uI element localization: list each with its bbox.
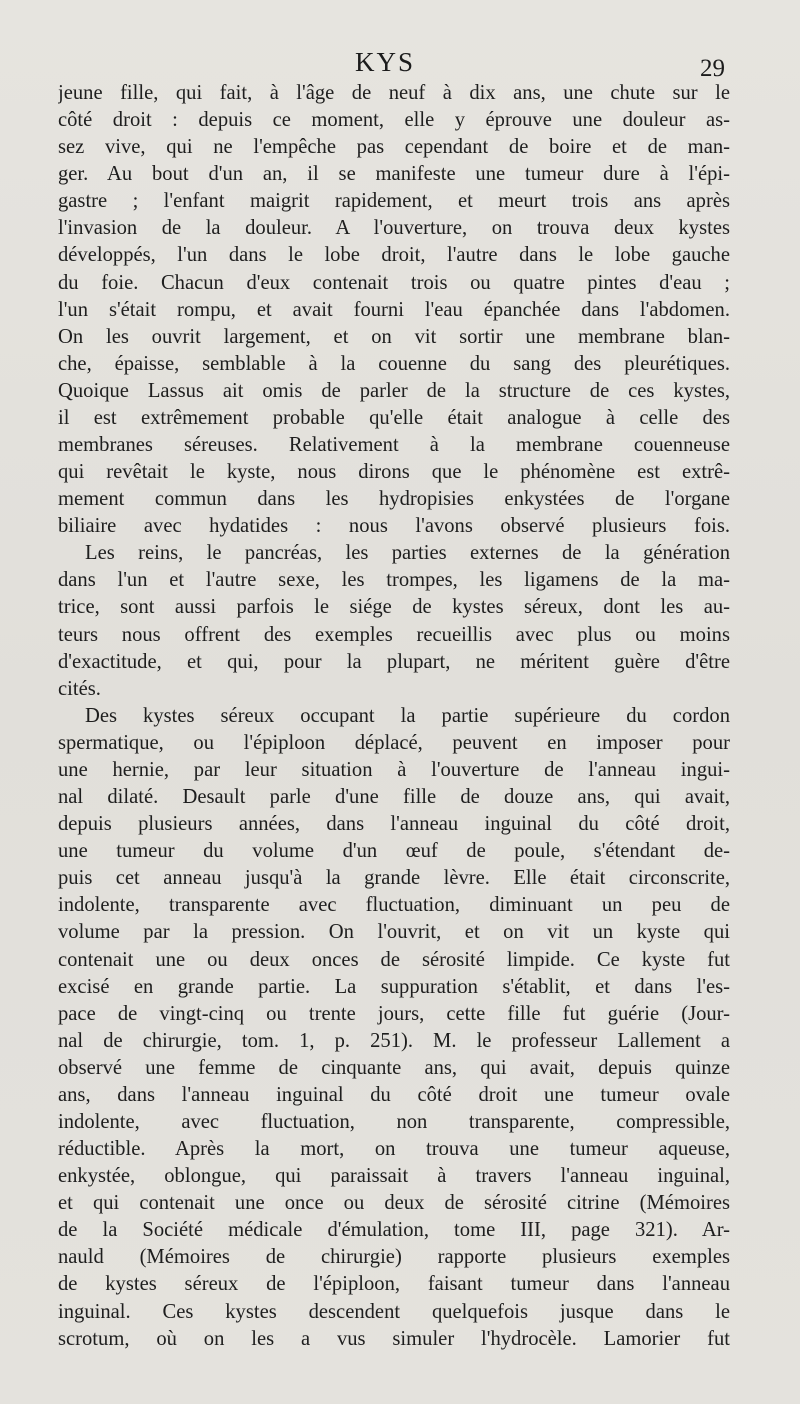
text-line: spermatique, ou l'épiploon déplacé, peuvent en imposer pour <box>58 731 730 754</box>
text-line: de la Société médicale d'émulation, tome III, page 321). Ar- <box>58 1219 730 1242</box>
text-line: scrotum, où on les a vus simuler l'hydrocèle. Lamorier fut <box>58 1327 730 1350</box>
text-line: réductible. Après la mort, on trouva une tumeur aqueuse, <box>58 1138 730 1161</box>
text-line: il est extrêmement probable qu'elle était analogue à celle des <box>58 406 730 429</box>
text-line: enkystée, oblongue, qui paraissait à travers l'anneau inguinal, <box>58 1165 730 1188</box>
text-line: sez vive, qui ne l'empêche pas cependant de boire et de man- <box>58 136 730 159</box>
text-line: nal dilaté. Desault parle d'une fille de douze ans, qui avait, <box>58 786 730 809</box>
text-line: une hernie, par leur situation à l'ouverture de l'anneau ingui- <box>58 758 730 781</box>
text-line: teurs nous offrent des exemples recueillis avec plus ou moins <box>58 623 730 646</box>
text-line: Les reins, le pancréas, les parties externes de la génération <box>85 542 730 565</box>
text-line: développés, l'un dans le lobe droit, l'autre dans le lobe gauche <box>58 244 730 267</box>
text-line: gastre ; l'enfant maigrit rapidement, et meurt trois ans après <box>58 190 730 213</box>
text-line: cités. <box>58 677 101 700</box>
text-line: Quoique Lassus ait omis de parler de la structure de ces kystes, <box>58 379 730 402</box>
text-line: d'exactitude, et qui, pour la plupart, ne méritent guère d'être <box>58 650 730 673</box>
text-line: depuis plusieurs années, dans l'anneau inguinal du côté droit, <box>58 813 730 836</box>
text-line: ger. Au bout d'un an, il se manifeste une tumeur dure à l'épi- <box>58 163 730 186</box>
text-line: trice, sont aussi parfois le siége de kystes séreux, dont les au- <box>58 596 730 619</box>
text-line: ans, dans l'anneau inguinal du côté droit une tumeur ovale <box>58 1083 730 1106</box>
text-line: côté droit : depuis ce moment, elle y éprouve une douleur as- <box>58 109 730 132</box>
text-line: volume par la pression. On l'ouvrit, et on vit un kyste qui <box>58 921 730 944</box>
running-head: KYS <box>355 47 416 77</box>
text-line: qui revêtait le kyste, nous dirons que le phénomène est extrê- <box>58 461 730 484</box>
text-line: l'invasion de la douleur. A l'ouverture, on trouva deux kystes <box>58 217 730 240</box>
text-line: du foie. Chacun d'eux contenait trois ou quatre pintes d'eau ; <box>58 271 730 294</box>
text-line: dans l'un et l'autre sexe, les trompes, les ligamens de la ma- <box>58 569 730 592</box>
text-line: indolente, avec fluctuation, non transparente, compressible, <box>58 1110 730 1133</box>
text-line: une tumeur du volume d'un œuf de poule, s'étendant de- <box>58 840 730 863</box>
text-line: membranes séreuses. Relativement à la membrane couenneuse <box>58 434 730 457</box>
text-line: contenait une ou deux onces de sérosité limpide. Ce kyste fut <box>58 948 730 971</box>
text-line: On les ouvrit largement, et on vit sortir une membrane blan- <box>58 325 730 348</box>
text-line: puis cet anneau jusqu'à la grande lèvre. Elle était circonscrite, <box>58 867 730 890</box>
text-line: inguinal. Ces kystes descendent quelquefois jusque dans le <box>58 1300 730 1323</box>
text-line: et qui contenait une once ou deux de sérosité citrine (Mémoires <box>58 1192 730 1215</box>
text-line: excisé en grande partie. La suppuration s'établit, et dans l'es- <box>58 975 730 998</box>
text-line: indolente, transparente avec fluctuation, diminuant un peu de <box>58 894 730 917</box>
text-line: jeune fille, qui fait, à l'âge de neuf à dix ans, une chute sur le <box>58 82 730 104</box>
text-line: observé une femme de cinquante ans, qui avait, depuis quinze <box>58 1056 730 1079</box>
text-line: l'un s'était rompu, et avait fourni l'eau épanchée dans l'abdomen. <box>58 298 730 321</box>
text-line: biliaire avec hydatides : nous l'avons observé plusieurs fois. <box>58 515 730 538</box>
text-line: mement commun dans les hydropisies enkystées de l'organe <box>58 488 730 511</box>
text-line: nauld (Mémoires de chirurgie) rapporte plusieurs exemples <box>58 1246 730 1269</box>
text-line: de kystes séreux de l'épiploon, faisant tumeur dans l'anneau <box>58 1273 730 1296</box>
text-line: pace de vingt-cinq ou trente jours, cette fille fut guérie (Jour- <box>58 1002 730 1025</box>
text-line: che, épaisse, semblable à la couenne du sang des pleurétiques. <box>58 352 730 375</box>
body-text <box>58 80 730 1353</box>
text-line: nal de chirurgie, tom. 1, p. 251). M. le professeur Lallement a <box>58 1029 730 1052</box>
text-line: Des kystes séreux occupant la partie supérieure du cordon <box>85 704 730 727</box>
page-number: 29 <box>700 55 725 82</box>
